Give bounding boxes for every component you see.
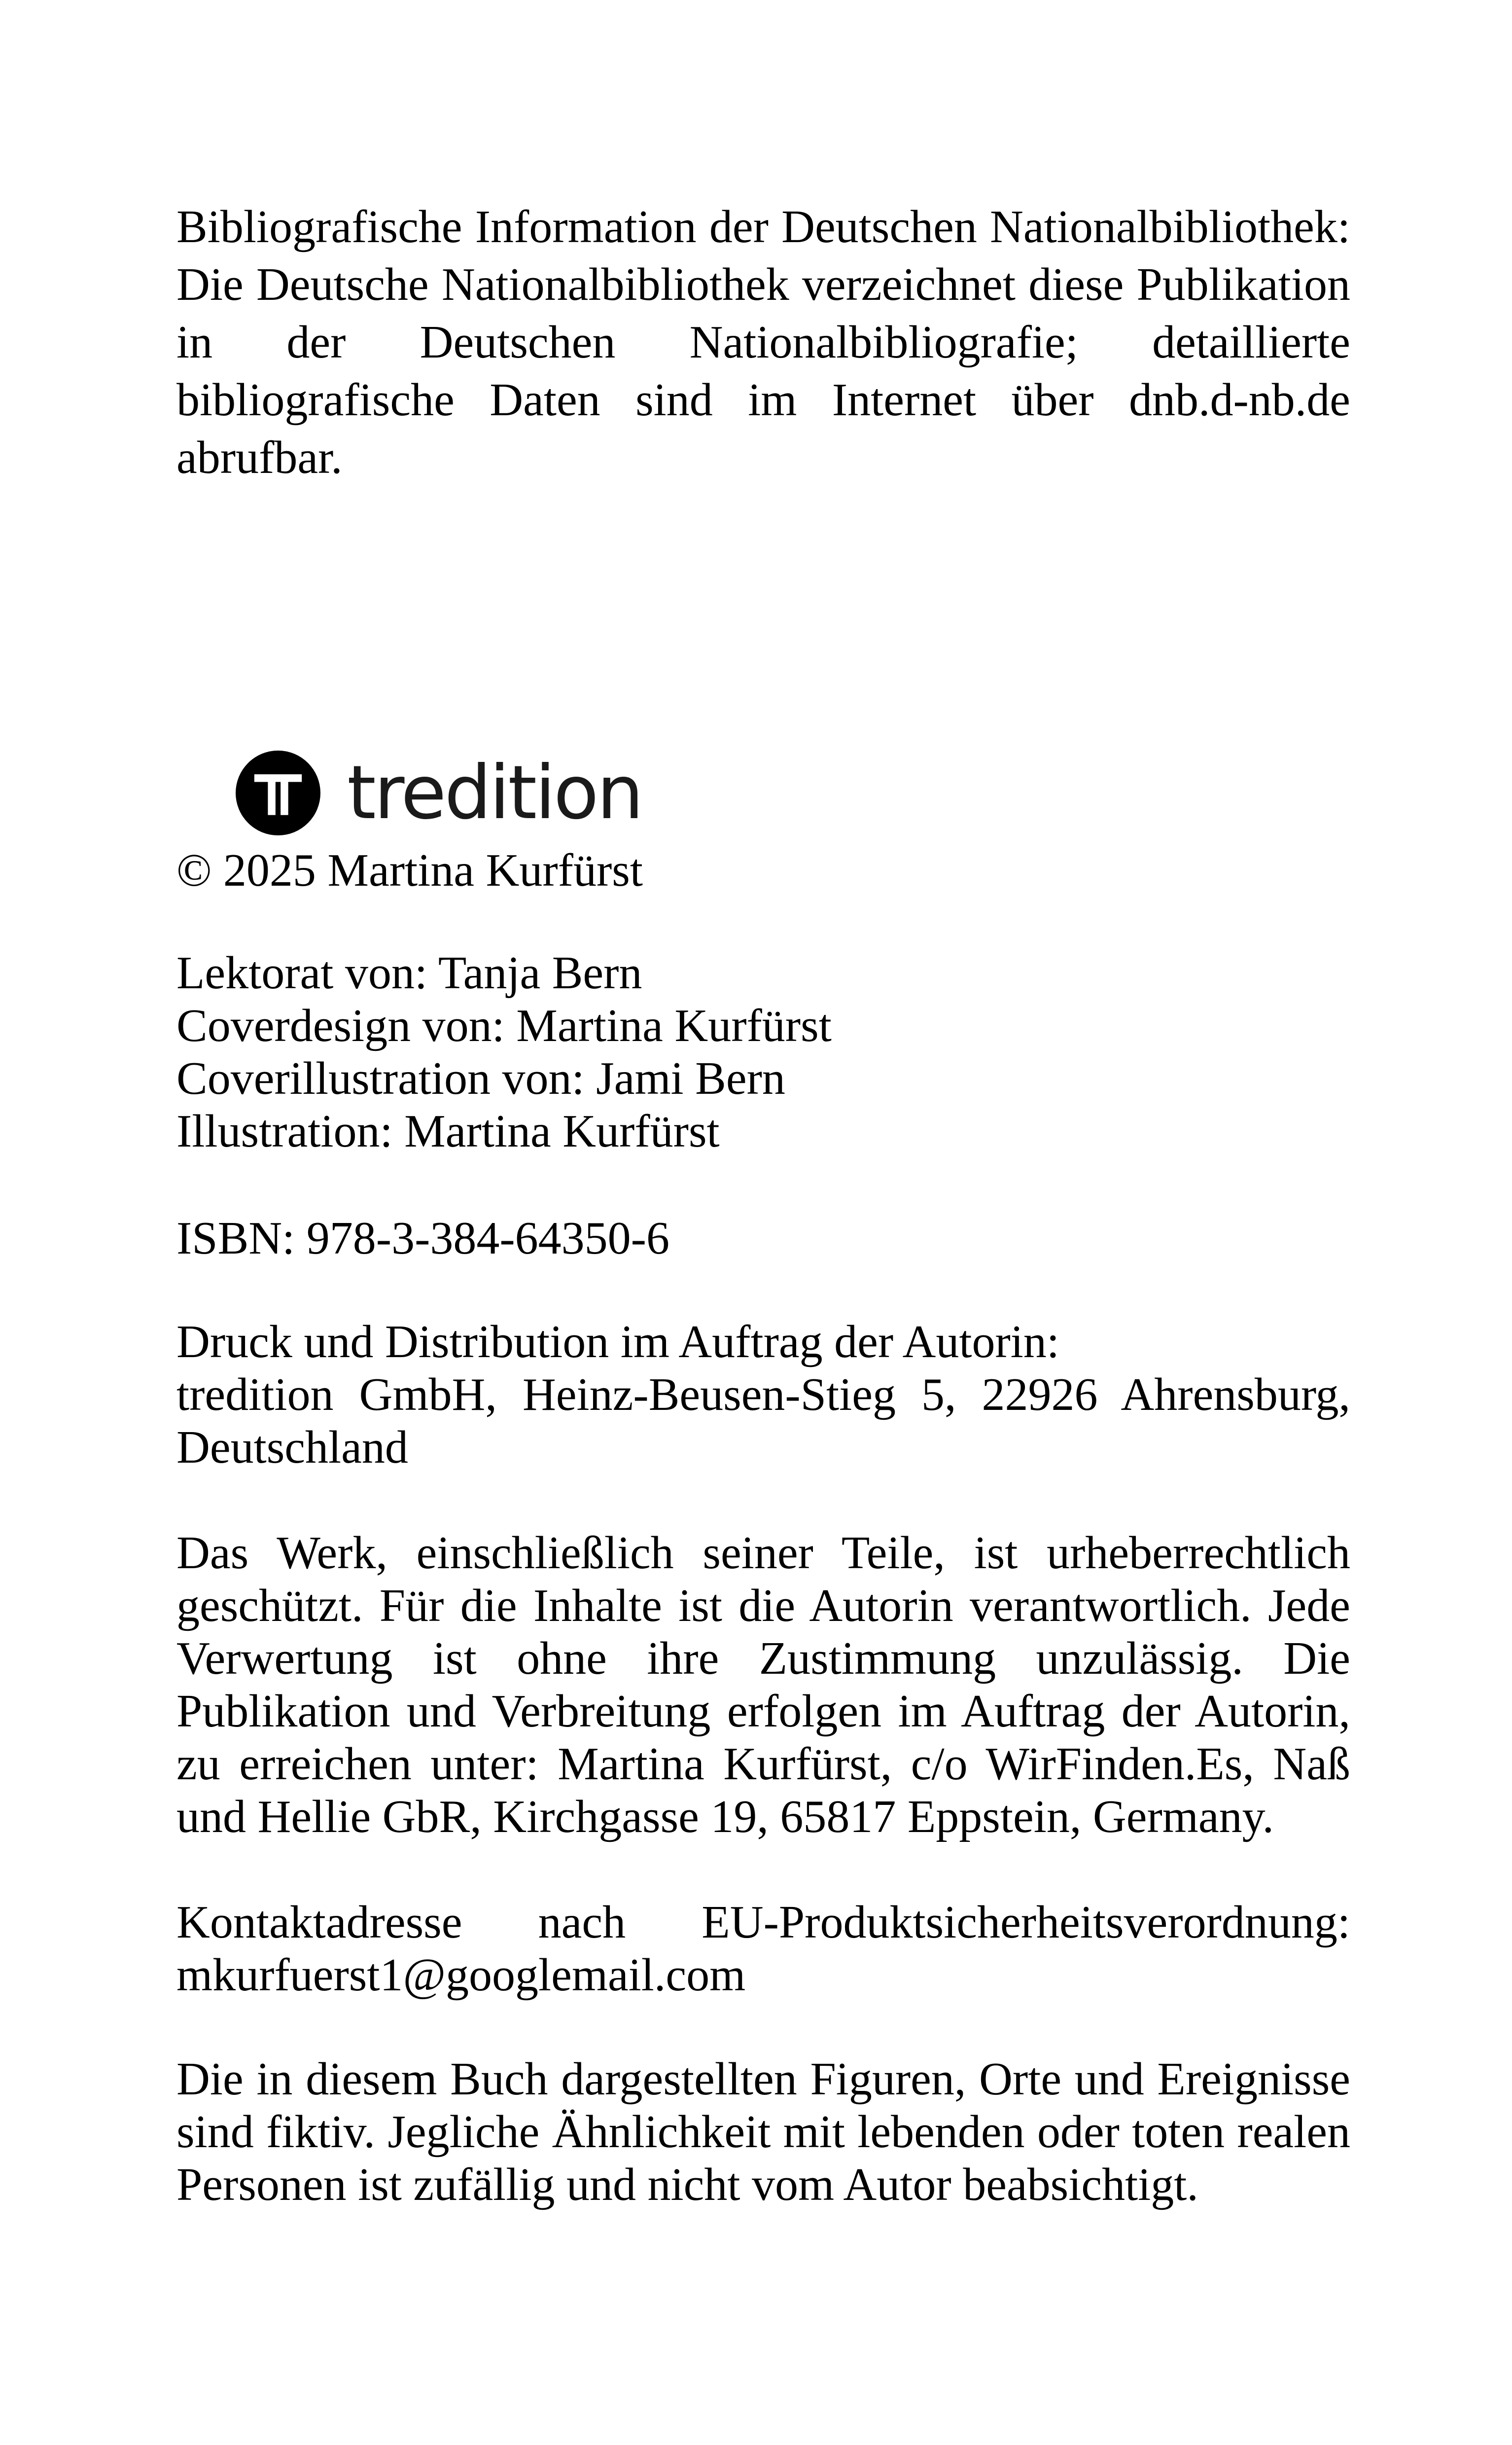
credit-illustration: Illustration: Martina Kurfürst [176, 1106, 720, 1157]
credit-cover-design: Coverdesign von: Martina Kurfürst [176, 1000, 832, 1051]
contact-info: Kontaktadresse nach EU-Produktsicherheitsverordnung: mkurfuerst1@googlemail.com [176, 1897, 1350, 2001]
print-distribution-address: tredition GmbH, Heinz-Beusen-Stieg 5, 22926 Ahrensburg, Deutschland [176, 1369, 1350, 1473]
rights-notice: Das Werk, einschließlich seiner Teile, ist urheberrechtlich geschützt. Für die Inhalte ist die Autorin verantwortlich. Jede Verwertung ist ohne ihre Zustimmung unzulässig. Die Publikation und Verbreitung erfolgen im Auftrag der Autorin, zu erreichen unter: Martina Kurfürst, c/o WirFinden.Es, Naß und Hellie GbR, Kirchgasse 19, 65817 Eppstein, Germany. [176, 1527, 1350, 1842]
print-distribution [176, 1316, 1350, 1474]
isbn: ISBN: 978-3-384-64350-6 [176, 1213, 669, 1264]
credits-list [176, 947, 1350, 1158]
publisher-logo [236, 749, 642, 837]
publisher-wordmark: tredition [347, 750, 642, 836]
credit-editing: Lektorat von: Tanja Bern [176, 947, 642, 999]
copyright-line: © 2025 Martina Kurfürst [176, 845, 643, 896]
fiction-disclaimer: Die in diesem Buch dargestellten Figuren, Orte und Ereignisse sind fiktiv. Jegliche Ähnlichkeit mit lebenden oder toten realen Personen ist zufällig und nicht vom Autor beabsichtigt. [176, 2053, 1350, 2210]
tredition-logo-icon [236, 751, 320, 835]
print-distribution-heading: Druck und Distribution im Auftrag der Autorin: [176, 1316, 1060, 1367]
bibliographic-info: Bibliografische Information der Deutschen Nationalbibliothek: Die Deutsche Nationalbibliothek verzeichnet diese Publikation in der Deutschen Nationalbibliografie; detaillierte bibliografische Daten sind im Internet über dnb.d-nb.de abrufbar. [176, 201, 1350, 483]
credit-cover-illustration: Coverillustration von: Jami Bern [176, 1053, 785, 1104]
